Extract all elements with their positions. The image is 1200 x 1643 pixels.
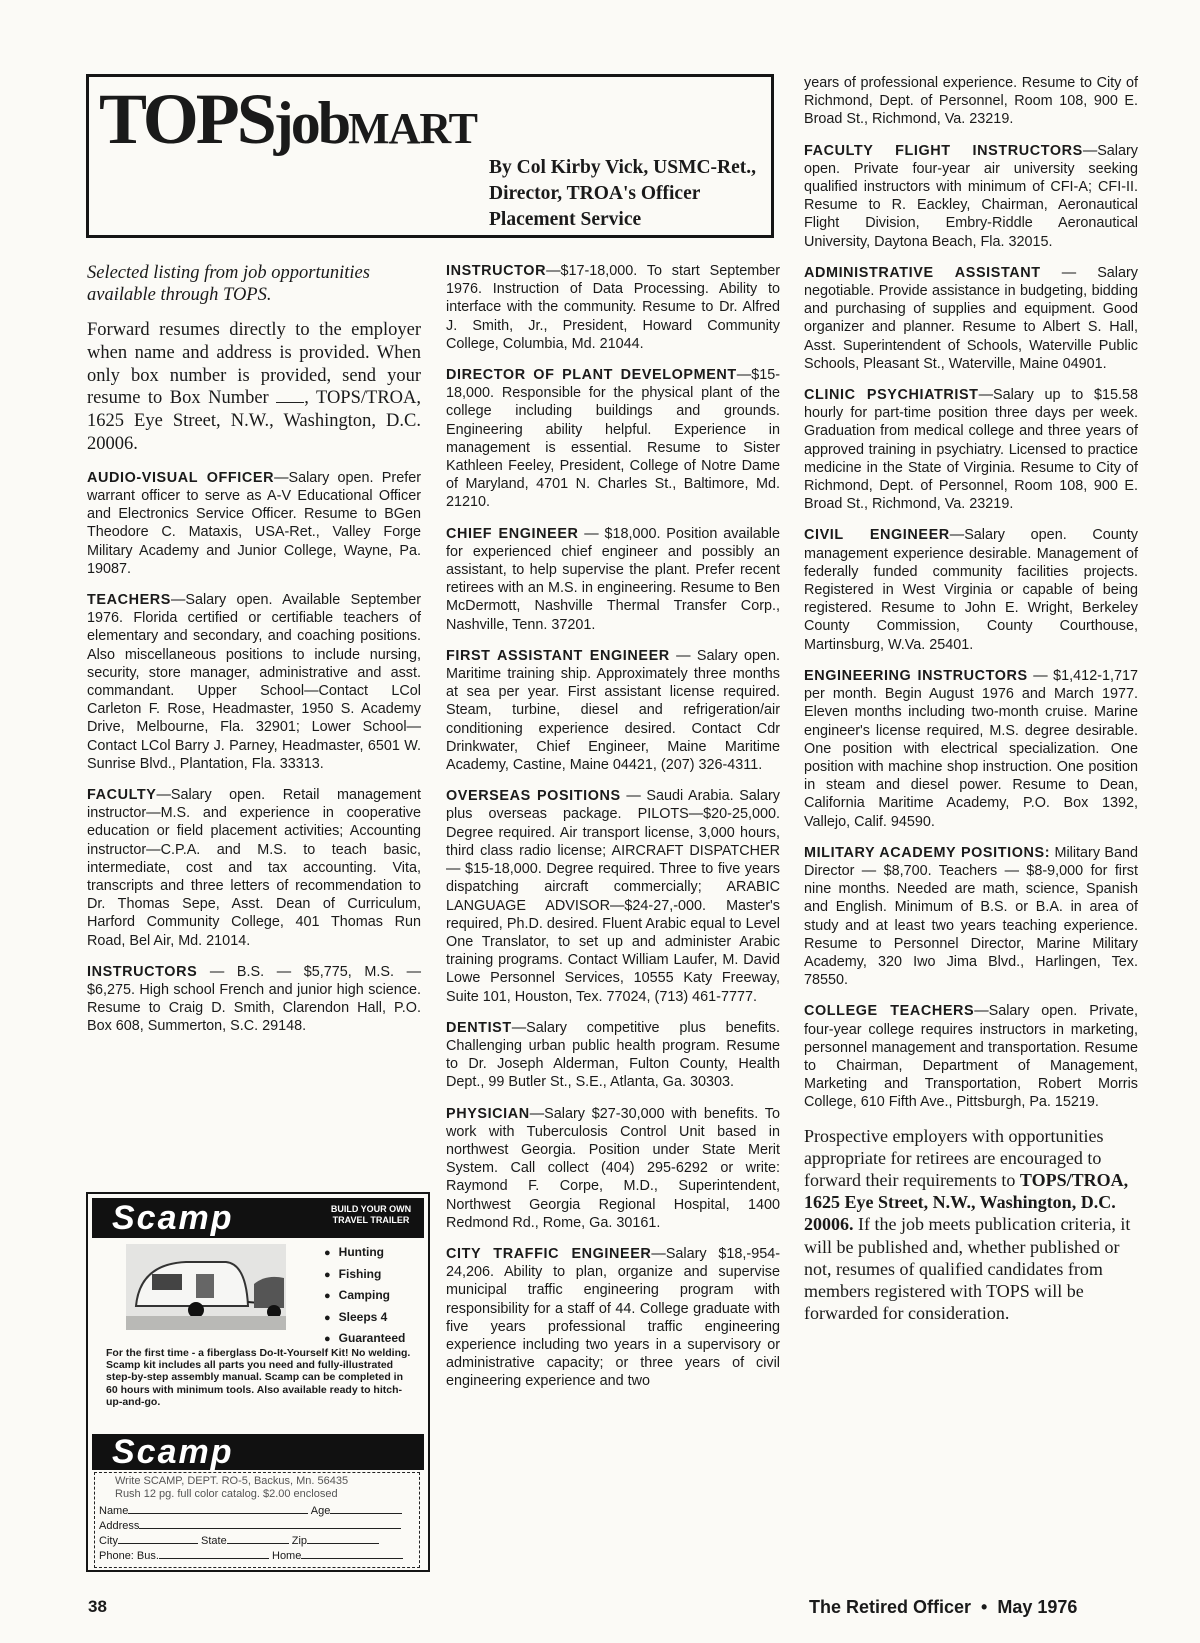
- closing-text: Prospective employers with opportunities appropriate for retirees are encouraged to forward their requirements to: [804, 1125, 1104, 1190]
- listing-title: CLINIC PSYCHIATRIST: [804, 387, 979, 404]
- listing-title: INSTRUCTOR: [446, 263, 547, 279]
- listing-body: — $1,412-1,717 per month. Begin August 1976 and March 1977. Eleven months including two-month cruise. Marine engineer's license required, M.S. degree desirable. One position with electrical specialization. One position with machine shop instruction. One position in steam and diesel power. Resume to Dean, California Maritime Academy, P.O. Box 1392, Vallejo, Calif. 94590.: [804, 667, 1138, 830]
- listing-body: — Salary negotiable. Provide assistance in budgeting, bidding and purchasing of supplies and equipment. Good organizer and planner. Resume to Albert S. Hall, Asst. Superintendent of Schools, Waterville Public Schools, Pleasant St., Waterville, Maine 04901.: [804, 264, 1138, 372]
- name-label: Name: [99, 1505, 129, 1517]
- listing: [446, 366, 780, 512]
- closing-address: TOPS/TROA, 1625 Eye Street, N.W., Washington, D.C. 20006.: [804, 1169, 1129, 1235]
- listing: [87, 469, 421, 578]
- listing-title: COLLEGE TEACHERS: [804, 1003, 975, 1020]
- title-tops: TOPS: [99, 79, 274, 159]
- coupon-phone-row: [99, 1548, 403, 1562]
- listing: [804, 264, 1138, 373]
- closing-paragraph: [804, 1125, 1138, 1325]
- listing-title: DENTIST: [446, 1019, 512, 1036]
- byline: [489, 155, 756, 233]
- listing: [804, 1002, 1138, 1111]
- listing: [446, 525, 780, 634]
- ad-feature: ● Hunting: [324, 1242, 405, 1264]
- listing-body: —$15-18,000. Responsible for the physical plant of the college including buildings and grounds. Engineering ability helpful. Experience in management is essential. Resume to Sister Kathleen Feeley, President, College of Notre Dame of Maryland, 4701 N. Charles St., Baltimore, Md. 21210.: [446, 367, 780, 511]
- ad-tagline-line: BUILD YOUR OWN: [330, 1204, 412, 1214]
- listing-body: —Salary open. Prefer warrant officer to serve as A-V Educational Officer and Electronics Service Officer. Resume to BGen Theodore C. Mataxis, USA-Ret., Valley Forge Military Academy and Junior College, Wayne, Pa. 19087.: [87, 469, 421, 577]
- zip-field[interactable]: [307, 1533, 379, 1544]
- intro-text-part: , TOPS/TROA, 1625 Eye Street, N.W., Washington, D.C. 20006.: [87, 388, 422, 454]
- intro-italic: Selected listing from job opportunities available through TOPS.: [87, 263, 370, 305]
- listing-title: CIVIL ENGINEER: [804, 527, 950, 544]
- listing-title: INSTRUCTORS: [87, 963, 198, 980]
- listing-body: years of professional experience. Resume to City of Richmond, Dept. of Personnel, Room 108, 900 E. Broad St., Richmond, Va. 23219.: [804, 75, 1138, 128]
- listing-title: ADMINISTRATIVE ASSISTANT: [804, 264, 1041, 281]
- ad-logo-bar: [92, 1198, 424, 1238]
- phone-field[interactable]: [159, 1548, 269, 1559]
- age-label: Age: [310, 1505, 331, 1517]
- listing-body: —Salary $18,-954-24,206. Ability to plan, organize and supervise municipal traffic engineering program with responsibility for a staff of 44. College graduate with five years professional traffic engineering experience including two years in a supervisory or administrative capacity; or three years of civil engineering experience and two: [446, 1245, 780, 1390]
- listing-title: PHYSICIAN: [446, 1105, 530, 1122]
- column-3: [804, 74, 1138, 1337]
- listing-title: OVERSEAS POSITIONS: [446, 788, 621, 805]
- intro-text-part: Forward resumes directly to the employer when name and address is provided. When only box number is provided, send your resume to Box Number: [87, 320, 421, 409]
- scamp-advertisement: [86, 1192, 430, 1572]
- publication-footer: [809, 1597, 1077, 1618]
- trailer-photo: [126, 1244, 286, 1330]
- byline-line: Director, TROA's Officer: [489, 183, 701, 204]
- listing-body: —Salary open. Available September 1976. Florida certified or certifiable teachers of elementary and secondary, and coaching positions. Also miscellaneous positions to include nursing, security, store manager, administrative and asst. commandant. Upper School—Contact LCol Carleton F. Rose, Headmaster, 1950 S. Academy Drive, Melbourne, Fla. 32901; Lower School—Contact LCol Barry J. Parney, Headmaster, 6501 W. Sunrise Blvd., Plantation, Fla. 33313.: [87, 592, 421, 772]
- listing: [804, 844, 1138, 990]
- ad-feature: ● Sleeps 4: [324, 1307, 405, 1329]
- listing: [87, 786, 421, 950]
- publication-name: The Retired Officer: [809, 1597, 972, 1617]
- listing: [87, 591, 421, 773]
- coupon-address: Write SCAMP, DEPT. RO-5, Backus, Mn. 56435: [115, 1475, 349, 1487]
- title-job: job: [273, 90, 349, 156]
- listing-body: — Salary open. Maritime training ship. Approximately three months at sea per year. First assistant license required. Steam, turbine, diesel and refrigeration/air conditioning experience desired. Contact Cdr Drinkwater, Chief Engineer, Maine Maritime Academy, Castine, Maine 04421, (207) 326-4311.: [446, 647, 780, 774]
- coupon-offer: Rush 12 pg. full color catalog. $2.00 enclosed: [115, 1488, 338, 1500]
- ad-feature-list: [324, 1242, 405, 1350]
- state-field[interactable]: [227, 1533, 289, 1544]
- listing: [446, 1105, 780, 1232]
- byline-line: By Col Kirby Vick, USMC-Ret.,: [489, 157, 757, 178]
- listing-body: — Saudi Arabia. Salary plus overseas package. PILOTS—$20-25,000. Degree required. Air transport license, 3,000 hours, third class radio license; AIRCRAFT DISPATCHER — $15-18,000. Degree required. Three to five years dispatching aircraft commercially; ARABIC LANGUAGE ADVISOR—$24-27,-000. Master's required, Ph.D. desired. Fluent Arabic equal to Level One Translator, to set up and administer Arabic training programs. Contact William Laufer, M. David Lowe Personnel Services, 10555 Katy Freeway, Suite 101, Houston, Tex. 77024, (713) 461-7777.: [446, 788, 780, 1005]
- title-mart: MART: [348, 104, 477, 153]
- listing: [446, 647, 780, 774]
- listing-title: FACULTY FLIGHT INSTRUCTORS: [804, 142, 1083, 159]
- listing-title: FIRST ASSISTANT ENGINEER: [446, 647, 670, 664]
- listing-title: AUDIO-VISUAL OFFICER: [87, 469, 275, 486]
- listing-title: TEACHERS: [87, 592, 171, 608]
- listing-body: —$17-18,000. To start September 1976. Instruction of Data Processing. Ability to interface with the community. Resume to Dr. Alfred J. Smith, Jr., President, Howard Community College, Columbia, Md. 21044.: [446, 263, 780, 352]
- listing-body: — $18,000. Position available for experienced chief engineer and possibly an assistant, to help supervise the plant. Prefer recent retirees with an M.S. in engineering. Resume to Ben McDermott, Nashville Thermal Transfer Corp., Nashville, Tenn. 37201.: [446, 525, 781, 633]
- listing-body: —Salary open. Private four-year air university seeking qualified instructors with minimum of CFI-A; CFI-II. Resume to R. Eackley, Chairman, Aeronautical Flight Division, Embry-Riddle Aeronautical University, Daytona Beach, Fla. 32015.: [804, 142, 1138, 250]
- listing: [446, 1019, 780, 1092]
- home-label: Home: [272, 1550, 302, 1562]
- listing: [804, 667, 1138, 831]
- box-number-blank: [276, 402, 304, 403]
- listing-title: CHIEF ENGINEER: [446, 525, 579, 542]
- listing-title: ENGINEERING INSTRUCTORS: [804, 667, 1028, 684]
- listing-title: FACULTY: [87, 787, 157, 804]
- city-field[interactable]: [118, 1533, 198, 1544]
- order-coupon: [94, 1472, 420, 1568]
- issue-date: May 1976: [997, 1597, 1078, 1617]
- ad-body-text: For the first time - a fiberglass Do-It-Yourself Kit! No welding. Scamp kit includes all parts you need and fully-illustrated step-by-step assembly manual. Scamp can be completed in 60 hours with minimum tools. Also available ready to hitch-up-and-go.: [106, 1347, 411, 1408]
- listing-body: —Salary open. Private, four-year college requires instructors in marketing, personnel management and transportation. Resume to Chairman, Department of Management, Marketing and Transportation, Robert Morris College, 610 Fifth Ave., Pittsburgh, Pa. 15219.: [804, 1003, 1138, 1111]
- address-label: Address: [99, 1520, 140, 1532]
- ad-logo-bar-bottom: [92, 1434, 424, 1470]
- listing-title: CITY TRAFFIC ENGINEER: [446, 1245, 652, 1262]
- masthead: [86, 74, 774, 238]
- ad-tagline-line: TRAVEL TRAILER: [332, 1215, 410, 1225]
- listing-body: — B.S. — $5,775, M.S. — $6,275. High school French and junior high science. Resume to Craig D. Smith, Clarendon Hall, P.O. Box 608, Summerton, S.C. 29148.: [87, 963, 421, 1035]
- column-2: [446, 262, 780, 1404]
- listing-continued: [804, 74, 1138, 129]
- coupon-name-row: [99, 1503, 402, 1517]
- closing-text: If the job meets publication criteria, it will be published and, whether published or not, resumes of qualified candidates from members registered with TOPS will be forwarded for consideration.: [804, 1214, 1131, 1324]
- listing-body: —Salary open. Retail management instructor—M.S. and experience in cooperative education or field placement activities; Accounting instructor—C.P.A. and M.S. to teach basic, intermediate, cost and tax accounting. Vita, transcripts and three letters of recommendation to Dr. Thomas Sepe, Asst. Dean of Curriculum, Harford Community College, 401 Thomas Run Road, Bel Air, Md. 21014.: [87, 787, 421, 949]
- address-field[interactable]: [139, 1518, 401, 1529]
- zip-label: Zip: [291, 1535, 308, 1547]
- listing-title: DIRECTOR OF PLANT DEVELOPMENT: [446, 367, 737, 384]
- footer-bullet: •: [981, 1597, 988, 1617]
- listing: [804, 142, 1138, 251]
- column-1: [87, 262, 421, 1049]
- name-field[interactable]: [128, 1503, 308, 1514]
- listing-body: —Salary open. County management experience desirable. Management of federally funded community facilities projects. Registered in West Virginia or capable of being registered. Resume to John E. Wright, Berkeley County Commission, County Courthouse, Martinsburg, W.Va. 25401.: [804, 527, 1138, 653]
- listing-body: Military Band Director — $8,700. Teachers — $8-9,000 for first nine months. Needed are math, science, Spanish and English. Minimum of B.S. or B.A. in area of study and at least two years teaching experience. Resume to Personnel Director, Marine Military Academy, 320 Iwo Jima Blvd., Harlingen, Tex. 78550.: [804, 844, 1138, 989]
- state-label: State: [201, 1535, 227, 1547]
- listing: [446, 262, 780, 353]
- listing-body: —Salary competitive plus benefits. Challenging urban public health program. Resume to Dr. Joseph Alderman, Fulton County, Health Dept., 99 Butler St., S.E., Atlanta, Ga. 30303.: [446, 1019, 780, 1091]
- coupon-city-row: [99, 1533, 379, 1547]
- intro-text: [87, 319, 421, 456]
- listing-body: —Salary up to $15.58 hourly for part-time position three days per week. Graduation from medical college and three years of approved training in psychiatry. Licensed to practice medicine in the State of Virginia. Resume to City of Richmond, Dept. of Personnel, Room 108, 900 E. Broad St., Richmond, Va. 23219.: [804, 387, 1138, 513]
- listing: [446, 787, 780, 1005]
- ad-feature: ● Guaranteed: [324, 1328, 405, 1350]
- listing: [87, 963, 421, 1036]
- phone-label: Phone: Bus.: [99, 1550, 159, 1562]
- page-number: 38: [88, 1597, 107, 1616]
- coupon-address-row: [99, 1518, 401, 1532]
- scamp-logo: Scamp: [112, 1433, 234, 1471]
- city-label: City: [99, 1535, 118, 1547]
- ad-tagline: [326, 1204, 416, 1226]
- listing: [804, 526, 1138, 653]
- byline-line: Placement Service: [489, 209, 642, 230]
- ad-feature: ● Fishing: [324, 1264, 405, 1286]
- scamp-logo: Scamp: [112, 1199, 234, 1237]
- page-title: [99, 79, 477, 159]
- ad-feature: ● Camping: [324, 1285, 405, 1307]
- listing: [446, 1245, 780, 1391]
- listing: [804, 386, 1138, 513]
- home-field[interactable]: [301, 1548, 403, 1559]
- listing-title: MILITARY ACADEMY POSITIONS:: [804, 844, 1051, 861]
- age-field[interactable]: [330, 1503, 402, 1514]
- listing-body: —Salary $27-30,000 with benefits. To work with Tuberculosis Control Unit based in northwest Georgia. Position under State Merit System. Call collect (404) 295-6292 or write: Raymond F. Corpe, M.D., Superintendent, Northwest Georgia Regional Hospital, 1400 Redmond Rd., Rome, Ga. 30161.: [446, 1105, 780, 1231]
